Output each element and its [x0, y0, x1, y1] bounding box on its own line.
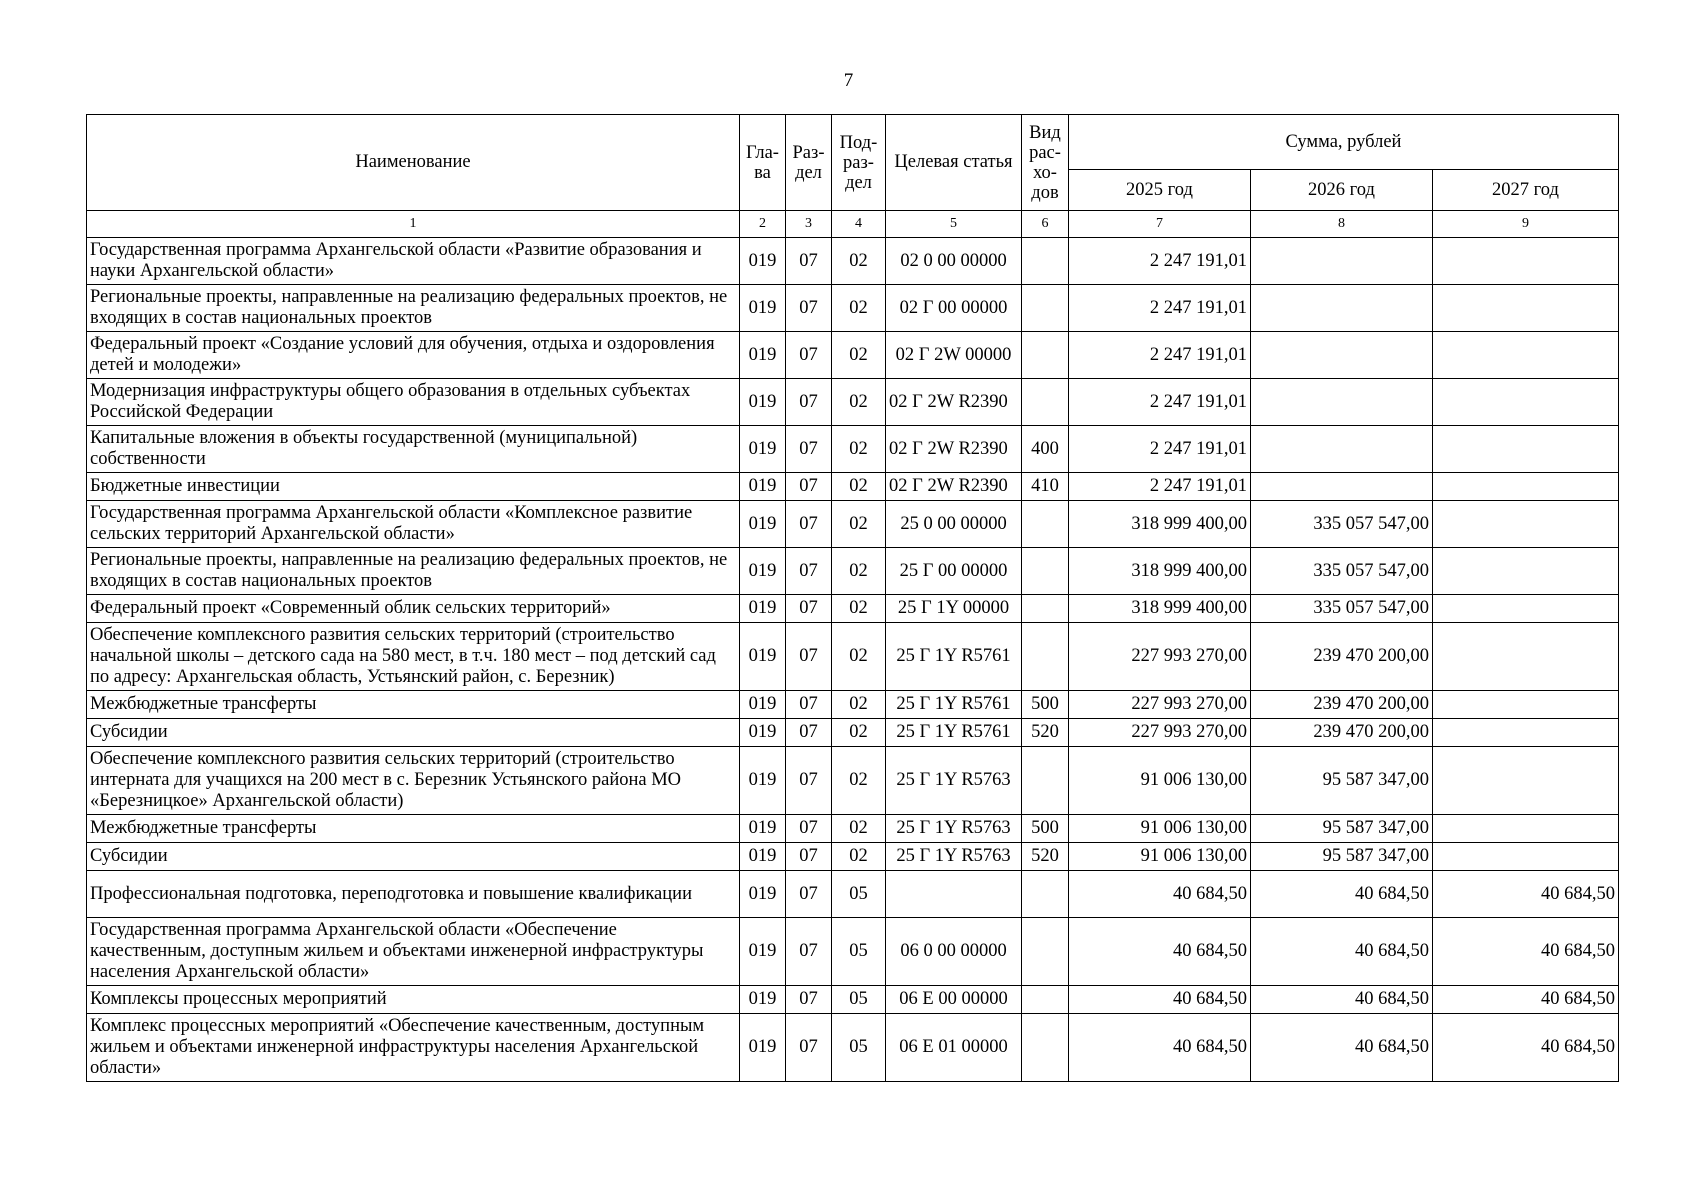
row-vid-rashodov: [1022, 548, 1069, 595]
row-podrazdel: 02: [832, 595, 886, 623]
row-name: Профессиональная подготовка, переподготовка и повышение квалификации: [87, 871, 740, 918]
row-sum-2027: [1433, 426, 1619, 473]
row-name: Субсидии: [87, 843, 740, 871]
row-glava: 019: [740, 918, 786, 986]
row-glava: 019: [740, 691, 786, 719]
row-sum-2026: [1251, 332, 1433, 379]
column-number: 7: [1069, 211, 1251, 238]
column-number: 1: [87, 211, 740, 238]
row-glava: 019: [740, 623, 786, 691]
row-sum-2025: 2 247 191,01: [1069, 379, 1251, 426]
column-number: 6: [1022, 211, 1069, 238]
row-glava: 019: [740, 332, 786, 379]
row-vid-rashodov: [1022, 285, 1069, 332]
row-sum-2027: [1433, 623, 1619, 691]
row-sum-2026: [1251, 379, 1433, 426]
row-vid-rashodov: 500: [1022, 815, 1069, 843]
row-vid-rashodov: [1022, 1014, 1069, 1082]
row-sum-2027: [1433, 332, 1619, 379]
row-celevaya-statya: 25 Г 1Y R5761: [886, 691, 1022, 719]
header-celevaya-statya: Целевая статья: [886, 115, 1022, 211]
row-sum-2027: [1433, 815, 1619, 843]
row-name: Государственная программа Архангельской области «Развитие образования и науки Архангельской области»: [87, 238, 740, 285]
row-razdel: 07: [786, 548, 832, 595]
row-sum-2027: [1433, 473, 1619, 501]
row-glava: 019: [740, 473, 786, 501]
header-razdel: Раз-дел: [786, 115, 832, 211]
row-podrazdel: 02: [832, 379, 886, 426]
row-sum-2025: 227 993 270,00: [1069, 691, 1251, 719]
row-glava: 019: [740, 426, 786, 473]
row-sum-2026: 239 470 200,00: [1251, 623, 1433, 691]
row-sum-2025: 2 247 191,01: [1069, 285, 1251, 332]
row-podrazdel: 02: [832, 691, 886, 719]
table-row: [87, 332, 1619, 379]
row-sum-2027: [1433, 501, 1619, 548]
row-glava: 019: [740, 238, 786, 285]
row-sum-2027: [1433, 843, 1619, 871]
row-vid-rashodov: [1022, 747, 1069, 815]
row-sum-2025: 40 684,50: [1069, 986, 1251, 1014]
row-sum-2027: [1433, 691, 1619, 719]
row-celevaya-statya: [886, 871, 1022, 918]
row-name: Капитальные вложения в объекты государственной (муниципальной) собственности: [87, 426, 740, 473]
row-razdel: 07: [786, 691, 832, 719]
row-podrazdel: 02: [832, 815, 886, 843]
column-number: 5: [886, 211, 1022, 238]
row-vid-rashodov: 500: [1022, 691, 1069, 719]
row-celevaya-statya: 25 Г 1Y R5761: [886, 623, 1022, 691]
header-summa: Сумма, рублей: [1069, 115, 1619, 170]
row-sum-2025: 91 006 130,00: [1069, 747, 1251, 815]
row-sum-2025: 2 247 191,01: [1069, 473, 1251, 501]
row-name: Федеральный проект «Современный облик сельских территорий»: [87, 595, 740, 623]
row-podrazdel: 02: [832, 747, 886, 815]
row-sum-2025: 2 247 191,01: [1069, 238, 1251, 285]
row-podrazdel: 02: [832, 426, 886, 473]
row-sum-2026: 239 470 200,00: [1251, 719, 1433, 747]
row-vid-rashodov: 410: [1022, 473, 1069, 501]
row-name: Федеральный проект «Создание условий для обучения, отдыха и оздоровления детей и молодежи»: [87, 332, 740, 379]
row-name: Государственная программа Архангельской области «Комплексное развитие сельских территорий Архангельской области»: [87, 501, 740, 548]
row-glava: 019: [740, 285, 786, 332]
row-name: Межбюджетные трансферты: [87, 691, 740, 719]
row-sum-2026: [1251, 473, 1433, 501]
row-razdel: 07: [786, 719, 832, 747]
table-row: [87, 379, 1619, 426]
row-glava: 019: [740, 1014, 786, 1082]
row-sum-2027: [1433, 719, 1619, 747]
row-name: Обеспечение комплексного развития сельских территорий (строительство начальной школы – детского сада на 580 мест, в т.ч. 180 мест – под детский сад по адресу: Архангельская область, Устьянский район, с. Березник): [87, 623, 740, 691]
column-number: 2: [740, 211, 786, 238]
table-row: [87, 871, 1619, 918]
row-razdel: 07: [786, 285, 832, 332]
row-sum-2026: 95 587 347,00: [1251, 815, 1433, 843]
row-sum-2026: 95 587 347,00: [1251, 843, 1433, 871]
row-vid-rashodov: [1022, 871, 1069, 918]
row-razdel: 07: [786, 595, 832, 623]
table-row: [87, 918, 1619, 986]
row-vid-rashodov: 520: [1022, 719, 1069, 747]
row-name: Модернизация инфраструктуры общего образования в отдельных субъектах Российской Федерации: [87, 379, 740, 426]
row-sum-2027: [1433, 548, 1619, 595]
row-podrazdel: 02: [832, 719, 886, 747]
header-year-2025: 2025 год: [1069, 170, 1251, 211]
row-razdel: 07: [786, 473, 832, 501]
row-sum-2027: [1433, 238, 1619, 285]
row-celevaya-statya: 06 Е 00 00000: [886, 986, 1022, 1014]
table-row: [87, 548, 1619, 595]
row-vid-rashodov: 400: [1022, 426, 1069, 473]
table-row: [87, 501, 1619, 548]
row-glava: 019: [740, 501, 786, 548]
row-sum-2026: 335 057 547,00: [1251, 548, 1433, 595]
row-podrazdel: 05: [832, 1014, 886, 1082]
row-glava: 019: [740, 843, 786, 871]
row-celevaya-statya: 25 Г 1Y 00000: [886, 595, 1022, 623]
column-number: 9: [1433, 211, 1619, 238]
row-podrazdel: 02: [832, 238, 886, 285]
table-row: [87, 747, 1619, 815]
row-sum-2026: [1251, 238, 1433, 285]
column-number: 4: [832, 211, 886, 238]
row-celevaya-statya: 25 Г 1Y R5763: [886, 843, 1022, 871]
table-row: [87, 473, 1619, 501]
row-celevaya-statya: 02 Г 2W R2390: [886, 379, 1022, 426]
row-sum-2026: 95 587 347,00: [1251, 747, 1433, 815]
row-glava: 019: [740, 548, 786, 595]
column-numbers-row: [87, 211, 1619, 238]
row-razdel: 07: [786, 379, 832, 426]
row-razdel: 07: [786, 871, 832, 918]
row-celevaya-statya: 25 Г 00 00000: [886, 548, 1022, 595]
row-sum-2027: [1433, 379, 1619, 426]
row-name: Комплекс процессных мероприятий «Обеспечение качественным, доступным жильем и объектами инженерной инфраструктуры населения Архангельской области»: [87, 1014, 740, 1082]
row-celevaya-statya: 02 Г 2W 00000: [886, 332, 1022, 379]
table-row: [87, 815, 1619, 843]
table-row: [87, 843, 1619, 871]
row-celevaya-statya: 25 0 00 00000: [886, 501, 1022, 548]
row-glava: 019: [740, 815, 786, 843]
row-name: Комплексы процессных мероприятий: [87, 986, 740, 1014]
row-vid-rashodov: [1022, 623, 1069, 691]
table-body: [87, 238, 1619, 1082]
column-number: 3: [786, 211, 832, 238]
row-glava: 019: [740, 986, 786, 1014]
row-sum-2027: 40 684,50: [1433, 986, 1619, 1014]
row-vid-rashodov: [1022, 238, 1069, 285]
row-vid-rashodov: [1022, 986, 1069, 1014]
header-name: Наименование: [87, 115, 740, 211]
row-podrazdel: 02: [832, 501, 886, 548]
row-podrazdel: 05: [832, 918, 886, 986]
row-sum-2025: 2 247 191,01: [1069, 332, 1251, 379]
row-celevaya-statya: 02 Г 00 00000: [886, 285, 1022, 332]
row-glava: 019: [740, 379, 786, 426]
header-year-2026: 2026 год: [1251, 170, 1433, 211]
row-sum-2026: 335 057 547,00: [1251, 501, 1433, 548]
column-number: 8: [1251, 211, 1433, 238]
row-razdel: 07: [786, 1014, 832, 1082]
row-podrazdel: 05: [832, 871, 886, 918]
row-name: Бюджетные инвестиции: [87, 473, 740, 501]
row-glava: 019: [740, 871, 786, 918]
row-vid-rashodov: [1022, 332, 1069, 379]
row-celevaya-statya: 25 Г 1Y R5761: [886, 719, 1022, 747]
row-celevaya-statya: 25 Г 1Y R5763: [886, 815, 1022, 843]
row-vid-rashodov: [1022, 918, 1069, 986]
header-year-2027: 2027 год: [1433, 170, 1619, 211]
row-vid-rashodov: [1022, 501, 1069, 548]
row-razdel: 07: [786, 501, 832, 548]
row-glava: 019: [740, 719, 786, 747]
row-celevaya-statya: 02 0 00 00000: [886, 238, 1022, 285]
table-row: [87, 595, 1619, 623]
row-celevaya-statya: 02 Г 2W R2390: [886, 473, 1022, 501]
row-sum-2025: 318 999 400,00: [1069, 501, 1251, 548]
row-sum-2026: 239 470 200,00: [1251, 691, 1433, 719]
row-sum-2027: 40 684,50: [1433, 871, 1619, 918]
row-razdel: 07: [786, 426, 832, 473]
row-podrazdel: 02: [832, 623, 886, 691]
row-name: Межбюджетные трансферты: [87, 815, 740, 843]
row-sum-2026: 40 684,50: [1251, 1014, 1433, 1082]
row-vid-rashodov: [1022, 379, 1069, 426]
row-sum-2025: 227 993 270,00: [1069, 719, 1251, 747]
row-podrazdel: 02: [832, 843, 886, 871]
row-razdel: 07: [786, 815, 832, 843]
table-row: [87, 426, 1619, 473]
table-row: [87, 623, 1619, 691]
row-sum-2026: 40 684,50: [1251, 871, 1433, 918]
row-name: Государственная программа Архангельской области «Обеспечение качественным, доступным жильем и объектами инженерной инфраструктуры населения Архангельской области»: [87, 918, 740, 986]
table-row: [87, 691, 1619, 719]
page-number: 7: [843, 70, 854, 91]
row-podrazdel: 02: [832, 473, 886, 501]
row-sum-2026: [1251, 285, 1433, 332]
row-celevaya-statya: 02 Г 2W R2390: [886, 426, 1022, 473]
table-row: [87, 285, 1619, 332]
table-row: [87, 986, 1619, 1014]
row-name: Региональные проекты, направленные на реализацию федеральных проектов, не входящих в состав национальных проектов: [87, 285, 740, 332]
row-vid-rashodov: 520: [1022, 843, 1069, 871]
header-vid-rashodov: Вид рас-хо-дов: [1022, 115, 1069, 211]
row-razdel: 07: [786, 238, 832, 285]
row-celevaya-statya: 25 Г 1Y R5763: [886, 747, 1022, 815]
row-podrazdel: 02: [832, 332, 886, 379]
row-sum-2025: 40 684,50: [1069, 918, 1251, 986]
row-podrazdel: 05: [832, 986, 886, 1014]
row-vid-rashodov: [1022, 595, 1069, 623]
row-celevaya-statya: 06 0 00 00000: [886, 918, 1022, 986]
row-razdel: 07: [786, 623, 832, 691]
row-sum-2026: [1251, 426, 1433, 473]
header-glava: Гла-ва: [740, 115, 786, 211]
row-name: Обеспечение комплексного развития сельских территорий (строительство интерната для учащихся на 200 мест в с. Березник Устьянского района МО «Березницкое» Архангельской области): [87, 747, 740, 815]
row-sum-2025: 318 999 400,00: [1069, 548, 1251, 595]
row-sum-2027: 40 684,50: [1433, 918, 1619, 986]
row-razdel: 07: [786, 747, 832, 815]
row-sum-2027: [1433, 285, 1619, 332]
row-sum-2027: [1433, 747, 1619, 815]
row-sum-2025: 91 006 130,00: [1069, 843, 1251, 871]
table-row: [87, 719, 1619, 747]
row-glava: 019: [740, 595, 786, 623]
row-podrazdel: 02: [832, 548, 886, 595]
row-razdel: 07: [786, 332, 832, 379]
budget-table: [86, 114, 1619, 1082]
row-sum-2027: [1433, 595, 1619, 623]
row-celevaya-statya: 06 Е 01 00000: [886, 1014, 1022, 1082]
row-sum-2025: 40 684,50: [1069, 1014, 1251, 1082]
row-name: Субсидии: [87, 719, 740, 747]
row-podrazdel: 02: [832, 285, 886, 332]
row-sum-2026: 335 057 547,00: [1251, 595, 1433, 623]
row-sum-2026: 40 684,50: [1251, 986, 1433, 1014]
row-name: Региональные проекты, направленные на реализацию федеральных проектов, не входящих в состав национальных проектов: [87, 548, 740, 595]
header-podrazdel: Под-раз-дел: [832, 115, 886, 211]
row-sum-2025: 227 993 270,00: [1069, 623, 1251, 691]
row-sum-2027: 40 684,50: [1433, 1014, 1619, 1082]
row-glava: 019: [740, 747, 786, 815]
row-sum-2026: 40 684,50: [1251, 918, 1433, 986]
row-sum-2025: 91 006 130,00: [1069, 815, 1251, 843]
row-razdel: 07: [786, 843, 832, 871]
row-sum-2025: 2 247 191,01: [1069, 426, 1251, 473]
row-razdel: 07: [786, 918, 832, 986]
row-sum-2025: 318 999 400,00: [1069, 595, 1251, 623]
row-sum-2025: 40 684,50: [1069, 871, 1251, 918]
table-row: [87, 1014, 1619, 1082]
row-razdel: 07: [786, 986, 832, 1014]
table-row: [87, 238, 1619, 285]
